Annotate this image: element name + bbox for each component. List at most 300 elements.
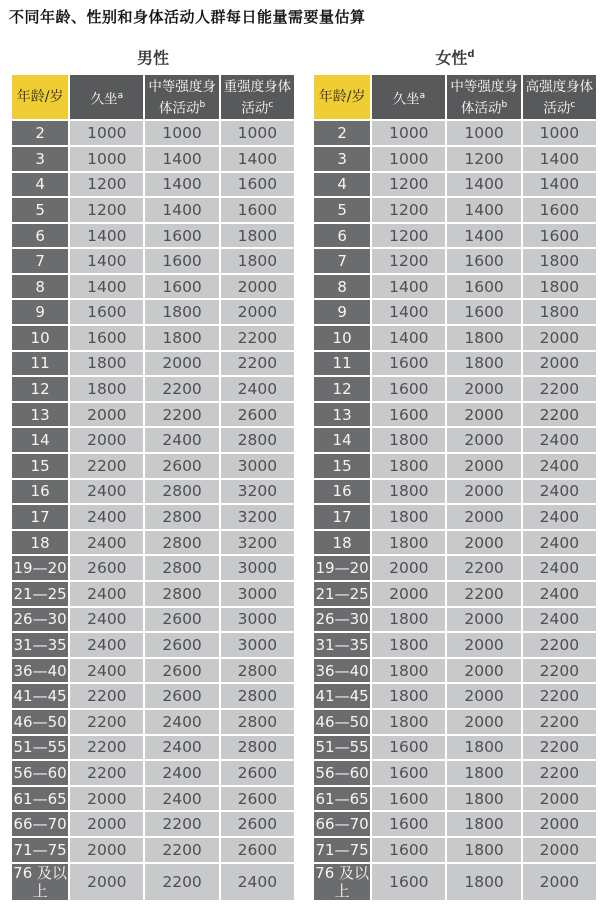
energy-value-cell: 2000 xyxy=(70,787,143,811)
energy-value-cell: 2000 xyxy=(523,838,596,862)
male-caption-label: 男性 xyxy=(136,48,169,68)
energy-value-cell: 2000 xyxy=(447,633,520,657)
energy-value-cell: 1800 xyxy=(145,300,218,324)
energy-value-cell: 1800 xyxy=(372,454,445,478)
energy-value-cell: 1800 xyxy=(523,300,596,324)
energy-value-cell: 1400 xyxy=(372,275,445,299)
energy-value-cell: 1600 xyxy=(145,224,218,248)
energy-value-cell: 2200 xyxy=(523,377,596,401)
age-cell: 15 xyxy=(12,454,68,478)
age-cell: 14 xyxy=(314,428,370,452)
energy-value-cell: 2000 xyxy=(447,531,520,555)
age-cell: 21—25 xyxy=(314,582,370,606)
energy-value-cell: 1400 xyxy=(221,147,294,171)
table-row xyxy=(314,403,596,427)
energy-value-cell: 1600 xyxy=(145,249,218,273)
table-row xyxy=(12,761,294,785)
table-row xyxy=(12,531,294,555)
energy-value-cell: 1400 xyxy=(523,147,596,171)
energy-value-cell: 1800 xyxy=(447,787,520,811)
age-cell: 7 xyxy=(12,249,68,273)
energy-value-cell: 2000 xyxy=(372,556,445,580)
table-row xyxy=(12,454,294,478)
table-row xyxy=(12,838,294,862)
female-table-caption xyxy=(312,46,598,67)
energy-value-cell: 1800 xyxy=(221,249,294,273)
age-cell: 12 xyxy=(12,377,68,401)
energy-value-cell: 2000 xyxy=(447,480,520,504)
energy-value-cell: 3200 xyxy=(221,531,294,555)
energy-value-cell: 1800 xyxy=(372,428,445,452)
energy-value-cell: 3000 xyxy=(221,633,294,657)
male-column-header: 重强度身体活动$^c$ xyxy=(221,75,294,119)
energy-value-cell: 1800 xyxy=(447,326,520,350)
energy-value-cell: 3000 xyxy=(221,582,294,606)
energy-value-cell: 1000 xyxy=(70,147,143,171)
energy-value-cell: 2200 xyxy=(523,633,596,657)
age-cell: 12 xyxy=(314,377,370,401)
energy-value-cell: 1800 xyxy=(70,352,143,376)
energy-value-cell: 2200 xyxy=(145,377,218,401)
table-row xyxy=(12,787,294,811)
age-cell: 31—35 xyxy=(314,633,370,657)
energy-value-cell: 1400 xyxy=(447,173,520,197)
energy-value-cell: 1000 xyxy=(447,121,520,145)
energy-value-cell: 2600 xyxy=(221,761,294,785)
energy-value-cell: 1600 xyxy=(70,326,143,350)
female-column-header: 高强度身体活动$^c$ xyxy=(523,75,596,119)
energy-value-cell: 2000 xyxy=(70,838,143,862)
age-cell: 15 xyxy=(314,454,370,478)
table-row xyxy=(12,812,294,836)
table-row xyxy=(12,428,294,452)
age-cell: 11 xyxy=(12,352,68,376)
age-cell: 36—40 xyxy=(12,659,68,683)
energy-value-cell: 1200 xyxy=(372,173,445,197)
age-cell: 46—50 xyxy=(314,710,370,734)
energy-value-cell: 2400 xyxy=(221,864,294,900)
energy-value-cell: 2000 xyxy=(523,812,596,836)
male-energy-table xyxy=(10,73,296,901)
energy-value-cell: 2400 xyxy=(523,531,596,555)
female-column-header: 年龄/岁 xyxy=(314,75,370,119)
header-superscript: c xyxy=(268,99,274,110)
header-superscript: c xyxy=(570,99,576,110)
energy-value-cell: 2400 xyxy=(70,659,143,683)
energy-value-cell: 1400 xyxy=(145,198,218,222)
age-cell: 11 xyxy=(314,352,370,376)
energy-value-cell: 2200 xyxy=(145,812,218,836)
energy-value-cell: 2600 xyxy=(145,608,218,632)
energy-value-cell: 2600 xyxy=(145,684,218,708)
table-row xyxy=(12,633,294,657)
table-row xyxy=(12,326,294,350)
table-row xyxy=(314,531,596,555)
age-cell: 61—65 xyxy=(12,787,68,811)
energy-value-cell: 1600 xyxy=(221,198,294,222)
energy-value-cell: 1600 xyxy=(447,249,520,273)
energy-value-cell: 1600 xyxy=(145,275,218,299)
energy-value-cell: 2000 xyxy=(145,352,218,376)
age-cell: 16 xyxy=(12,480,68,504)
energy-value-cell: 2400 xyxy=(221,377,294,401)
energy-value-cell: 2600 xyxy=(221,403,294,427)
energy-value-cell: 2200 xyxy=(523,736,596,760)
page-title: 不同年龄、性别和身体活动人群每日能量需要量估算 xyxy=(9,8,366,26)
female-column-header: 中等强度身体活动$^b$ xyxy=(447,75,520,119)
age-cell: 56—60 xyxy=(314,761,370,785)
table-row xyxy=(314,224,596,248)
table-row xyxy=(314,121,596,145)
energy-value-cell: 2400 xyxy=(70,531,143,555)
energy-value-cell: 2000 xyxy=(221,300,294,324)
energy-value-cell: 1800 xyxy=(70,377,143,401)
energy-value-cell: 1600 xyxy=(523,198,596,222)
age-cell: 66—70 xyxy=(314,812,370,836)
table-row xyxy=(314,454,596,478)
energy-value-cell: 2600 xyxy=(70,556,143,580)
age-cell: 51—55 xyxy=(12,736,68,760)
energy-value-cell: 1000 xyxy=(372,121,445,145)
energy-value-cell: 2800 xyxy=(221,428,294,452)
age-cell: 5 xyxy=(12,198,68,222)
energy-value-cell: 3200 xyxy=(221,480,294,504)
energy-value-cell: 2200 xyxy=(70,761,143,785)
energy-value-cell: 2200 xyxy=(221,352,294,376)
energy-value-cell: 1200 xyxy=(372,249,445,273)
energy-value-cell: 1800 xyxy=(372,659,445,683)
age-cell: 17 xyxy=(314,505,370,529)
female-table-body xyxy=(314,121,596,899)
energy-value-cell: 2400 xyxy=(145,710,218,734)
table-row xyxy=(12,121,294,145)
energy-value-cell: 2200 xyxy=(70,684,143,708)
table-row xyxy=(314,480,596,504)
table-row xyxy=(12,736,294,760)
table-row xyxy=(314,275,596,299)
energy-value-cell: 1800 xyxy=(221,224,294,248)
table-row xyxy=(12,864,294,900)
energy-value-cell: 2000 xyxy=(447,454,520,478)
energy-value-cell: 2200 xyxy=(523,403,596,427)
energy-value-cell: 1600 xyxy=(447,300,520,324)
male-table-section xyxy=(10,26,296,902)
energy-value-cell: 2400 xyxy=(145,761,218,785)
table-row xyxy=(12,684,294,708)
female-caption-label: 女性 xyxy=(435,48,468,68)
age-cell: 17 xyxy=(12,505,68,529)
age-cell: 4 xyxy=(12,173,68,197)
table-row xyxy=(314,608,596,632)
table-row xyxy=(12,608,294,632)
energy-value-cell: 2800 xyxy=(221,736,294,760)
energy-value-cell: 1800 xyxy=(372,480,445,504)
energy-value-cell: 1000 xyxy=(221,121,294,145)
energy-value-cell: 1000 xyxy=(523,121,596,145)
female-caption-superscript: d xyxy=(467,49,475,60)
energy-value-cell: 1800 xyxy=(447,864,520,900)
age-cell: 19—20 xyxy=(314,556,370,580)
energy-value-cell: 2800 xyxy=(221,659,294,683)
energy-value-cell: 1600 xyxy=(372,812,445,836)
table-row xyxy=(12,505,294,529)
table-row xyxy=(314,377,596,401)
table-row xyxy=(12,710,294,734)
age-cell: 9 xyxy=(314,300,370,324)
energy-value-cell: 1600 xyxy=(447,275,520,299)
energy-value-cell: 2800 xyxy=(145,531,218,555)
age-cell: 13 xyxy=(12,403,68,427)
energy-value-cell: 1800 xyxy=(372,531,445,555)
table-row xyxy=(12,582,294,606)
energy-value-cell: 3200 xyxy=(221,505,294,529)
energy-value-cell: 2000 xyxy=(70,812,143,836)
table-row xyxy=(314,659,596,683)
energy-value-cell: 2800 xyxy=(221,684,294,708)
header-superscript: a xyxy=(117,90,124,101)
tables-container xyxy=(0,26,607,902)
energy-value-cell: 2800 xyxy=(145,480,218,504)
age-cell: 6 xyxy=(314,224,370,248)
energy-value-cell: 2400 xyxy=(145,787,218,811)
age-cell: 14 xyxy=(12,428,68,452)
energy-value-cell: 2200 xyxy=(145,864,218,900)
energy-value-cell: 1600 xyxy=(372,761,445,785)
male-column-header: 年龄/岁 xyxy=(12,75,68,119)
energy-value-cell: 1600 xyxy=(372,838,445,862)
energy-value-cell: 1800 xyxy=(447,352,520,376)
energy-value-cell: 2000 xyxy=(70,403,143,427)
table-row xyxy=(12,480,294,504)
energy-value-cell: 1600 xyxy=(372,787,445,811)
energy-value-cell: 2600 xyxy=(145,659,218,683)
energy-value-cell: 1600 xyxy=(372,377,445,401)
age-cell: 76 及以上 xyxy=(315,863,370,900)
age-cell: 7 xyxy=(314,249,370,273)
energy-value-cell: 3000 xyxy=(221,556,294,580)
energy-value-cell: 1600 xyxy=(372,403,445,427)
table-row xyxy=(314,173,596,197)
energy-value-cell: 2800 xyxy=(145,505,218,529)
table-row xyxy=(12,224,294,248)
table-row xyxy=(12,147,294,171)
age-cell: 41—45 xyxy=(12,684,68,708)
energy-value-cell: 2000 xyxy=(523,787,596,811)
age-cell: 6 xyxy=(12,224,68,248)
energy-value-cell: 2200 xyxy=(523,761,596,785)
table-row xyxy=(314,710,596,734)
age-cell: 16 xyxy=(314,480,370,504)
energy-value-cell: 1600 xyxy=(70,300,143,324)
female-header-row xyxy=(314,75,596,119)
energy-value-cell: 2000 xyxy=(447,403,520,427)
energy-value-cell: 1400 xyxy=(70,249,143,273)
energy-value-cell: 1200 xyxy=(70,173,143,197)
energy-value-cell: 2200 xyxy=(70,710,143,734)
age-cell: 19—20 xyxy=(12,556,68,580)
energy-value-cell: 2000 xyxy=(372,582,445,606)
energy-value-cell: 1600 xyxy=(523,224,596,248)
energy-value-cell: 2400 xyxy=(145,736,218,760)
table-row xyxy=(314,864,596,900)
energy-value-cell: 2000 xyxy=(447,608,520,632)
energy-value-cell: 1400 xyxy=(523,173,596,197)
energy-value-cell: 2600 xyxy=(221,812,294,836)
age-cell: 61—65 xyxy=(314,787,370,811)
table-row xyxy=(12,352,294,376)
energy-value-cell: 1800 xyxy=(447,736,520,760)
energy-value-cell: 1400 xyxy=(145,173,218,197)
table-row xyxy=(314,736,596,760)
energy-value-cell: 1800 xyxy=(447,838,520,862)
table-row xyxy=(314,428,596,452)
age-cell: 8 xyxy=(314,275,370,299)
energy-value-cell: 3000 xyxy=(221,608,294,632)
energy-value-cell: 2600 xyxy=(145,454,218,478)
age-cell: 10 xyxy=(12,326,68,350)
energy-value-cell: 2400 xyxy=(523,582,596,606)
energy-value-cell: 2000 xyxy=(447,684,520,708)
age-cell: 76 及以上 xyxy=(13,863,68,900)
energy-value-cell: 2200 xyxy=(70,454,143,478)
energy-value-cell: 1400 xyxy=(372,326,445,350)
age-cell: 13 xyxy=(314,403,370,427)
energy-value-cell: 1600 xyxy=(221,173,294,197)
energy-value-cell: 1400 xyxy=(447,198,520,222)
table-row xyxy=(12,275,294,299)
energy-value-cell: 1400 xyxy=(145,147,218,171)
table-row xyxy=(314,249,596,273)
male-column-header: 久坐$^a$ xyxy=(70,75,143,119)
energy-value-cell: 2400 xyxy=(70,582,143,606)
energy-value-cell: 1400 xyxy=(447,224,520,248)
energy-value-cell: 2200 xyxy=(145,838,218,862)
energy-value-cell: 2600 xyxy=(221,787,294,811)
energy-value-cell: 2000 xyxy=(447,505,520,529)
energy-value-cell: 2400 xyxy=(523,608,596,632)
age-cell: 10 xyxy=(314,326,370,350)
energy-value-cell: 2200 xyxy=(523,710,596,734)
energy-value-cell: 1200 xyxy=(372,198,445,222)
age-cell: 2 xyxy=(314,121,370,145)
age-cell: 71—75 xyxy=(314,838,370,862)
age-cell: 66—70 xyxy=(12,812,68,836)
energy-value-cell: 1800 xyxy=(447,761,520,785)
male-table-body xyxy=(12,121,294,899)
table-row xyxy=(314,352,596,376)
table-row xyxy=(314,761,596,785)
energy-value-cell: 1800 xyxy=(523,249,596,273)
energy-value-cell: 2000 xyxy=(523,326,596,350)
energy-value-cell: 2000 xyxy=(70,864,143,900)
male-table-caption xyxy=(10,46,296,67)
table-row xyxy=(314,556,596,580)
age-cell: 41—45 xyxy=(314,684,370,708)
table-row xyxy=(314,326,596,350)
energy-value-cell: 2000 xyxy=(447,659,520,683)
age-cell: 3 xyxy=(314,147,370,171)
energy-value-cell: 2600 xyxy=(221,838,294,862)
age-cell: 18 xyxy=(12,531,68,555)
male-header-row xyxy=(12,75,294,119)
age-cell: 26—30 xyxy=(12,608,68,632)
energy-value-cell: 2400 xyxy=(523,505,596,529)
table-row xyxy=(314,147,596,171)
female-table-section xyxy=(312,26,598,902)
age-cell: 21—25 xyxy=(12,582,68,606)
table-row xyxy=(12,173,294,197)
energy-value-cell: 3000 xyxy=(221,454,294,478)
energy-value-cell: 1200 xyxy=(70,198,143,222)
table-row xyxy=(314,812,596,836)
energy-value-cell: 1200 xyxy=(372,224,445,248)
energy-value-cell: 1400 xyxy=(70,224,143,248)
energy-value-cell: 2000 xyxy=(523,352,596,376)
table-row xyxy=(314,684,596,708)
energy-value-cell: 2200 xyxy=(70,736,143,760)
energy-value-cell: 2400 xyxy=(70,608,143,632)
energy-value-cell: 2200 xyxy=(447,582,520,606)
energy-value-cell: 2200 xyxy=(523,684,596,708)
energy-value-cell: 2600 xyxy=(145,633,218,657)
energy-value-cell: 2400 xyxy=(523,454,596,478)
energy-value-cell: 1000 xyxy=(70,121,143,145)
age-cell: 5 xyxy=(314,198,370,222)
energy-value-cell: 2400 xyxy=(70,505,143,529)
header-superscript: a xyxy=(419,90,426,101)
energy-value-cell: 1800 xyxy=(372,505,445,529)
table-row xyxy=(314,633,596,657)
energy-value-cell: 1800 xyxy=(372,710,445,734)
table-row xyxy=(12,300,294,324)
energy-value-cell: 2400 xyxy=(70,633,143,657)
age-cell: 3 xyxy=(12,147,68,171)
page xyxy=(0,8,607,920)
age-cell: 31—35 xyxy=(12,633,68,657)
table-row xyxy=(314,838,596,862)
header-superscript: b xyxy=(501,99,508,110)
energy-value-cell: 2400 xyxy=(145,428,218,452)
energy-value-cell: 1000 xyxy=(145,121,218,145)
male-column-header: 中等强度身体活动$^b$ xyxy=(145,75,218,119)
table-row xyxy=(12,556,294,580)
table-row xyxy=(314,300,596,324)
female-energy-table xyxy=(312,73,598,901)
age-cell: 8 xyxy=(12,275,68,299)
energy-value-cell: 1000 xyxy=(372,147,445,171)
energy-value-cell: 2400 xyxy=(523,428,596,452)
table-row xyxy=(12,403,294,427)
energy-value-cell: 1800 xyxy=(372,608,445,632)
energy-value-cell: 2200 xyxy=(447,556,520,580)
energy-value-cell: 1600 xyxy=(372,864,445,900)
table-row xyxy=(12,659,294,683)
energy-value-cell: 2000 xyxy=(523,864,596,900)
energy-value-cell: 2800 xyxy=(221,710,294,734)
energy-value-cell: 2000 xyxy=(447,710,520,734)
table-row xyxy=(12,198,294,222)
table-row xyxy=(12,249,294,273)
energy-value-cell: 1200 xyxy=(447,147,520,171)
energy-value-cell: 2400 xyxy=(523,480,596,504)
energy-value-cell: 1400 xyxy=(70,275,143,299)
energy-value-cell: 1600 xyxy=(372,352,445,376)
energy-value-cell: 2400 xyxy=(523,556,596,580)
age-cell: 51—55 xyxy=(314,736,370,760)
table-row xyxy=(12,377,294,401)
age-cell: 46—50 xyxy=(12,710,68,734)
energy-value-cell: 2000 xyxy=(447,428,520,452)
